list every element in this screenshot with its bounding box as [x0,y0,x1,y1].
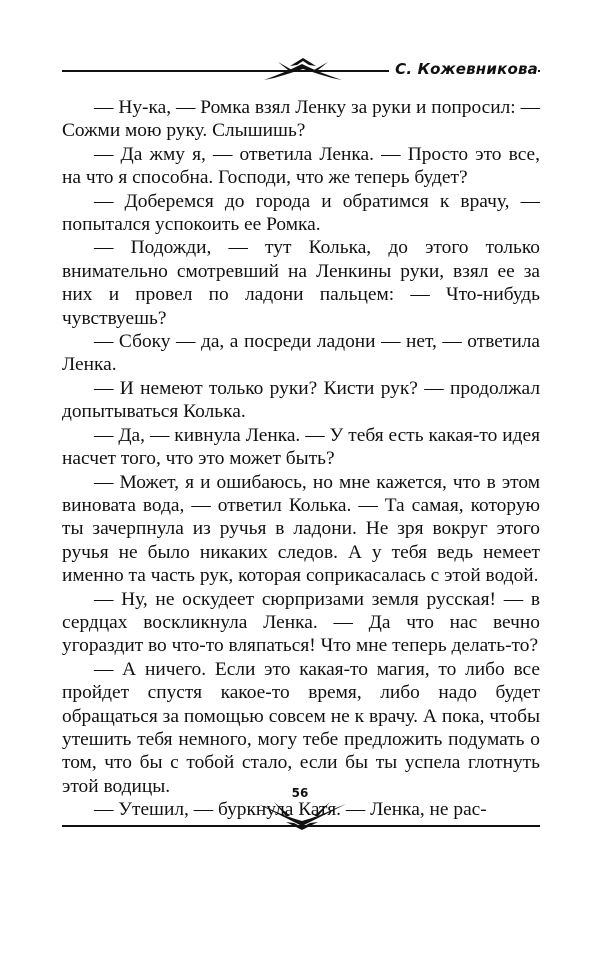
paragraph: — Доберемся до города и обратимся к врачу, — попытался успокоить ее Ромка. [62,190,540,236]
paragraph: — Да, — кивнула Ленка. — У тебя есть какая-то идея насчет того, что это может быть? [62,424,540,470]
footer-rule [62,825,540,827]
paragraph: — Сбоку — да, а посреди ладони — нет, — ответила Ленка. [62,331,540,376]
paragraph: — И немеют только руки? Кисти рук? — продолжал допытываться Колька. [62,377,540,423]
paragraph: — Ну, не оскудеет сюрпризами земля русская! — в сердцах воскликнула Ленка. — Да что нас вечно угораздит во что-то вляпаться! Что мне теперь делать-то? [62,588,540,657]
paragraph: — Ну-ка, — Ромка взял Ленку за руки и попросил: — Сожми мою руку. Слышишь? [62,97,540,142]
header-ornament-icon [262,58,344,82]
paragraph: — Может, я и ошибаюсь, но мне кажется, что в этом виновата вода, — ответил Колька. — Та самая, которую ты зачерпнула из ручья в ладони. Не зря вокруг этого ручья не было никаких следов. А у тебя ведь немеет именно та часть рук, которая соприкасалась с этой водой. [62,471,540,587]
paragraph: — Да жму я, — ответила Ленка. — Просто это все, на что я способна. Господи, что же теперь будет? [62,143,540,189]
paragraph: — А ничего. Если это какая-то магия, то либо все пройдет спустя какое-то время, либо надо будет обращаться за помощью совсем не к врачу. А пока, чтобы утешить тебя немного, могу тебе предложить подумать о том, что бы с тобой стало, если бы ты успела глотнуть этой водицы. [62,658,540,797]
paragraph: — Подожди, — тут Колька, до этого только внимательно смотревший на Ленкины руки, взял ее за них и провел по ладони пальцем: — Что-нибудь чувствуешь? [62,237,540,329]
page-number: 56 [291,786,309,800]
body-text [62,96,540,822]
running-head-author: С. Кожевникова [389,60,538,78]
paragraph: — Утешил, — буркнула Катя. — Ленка, не рас- [94,799,487,821]
